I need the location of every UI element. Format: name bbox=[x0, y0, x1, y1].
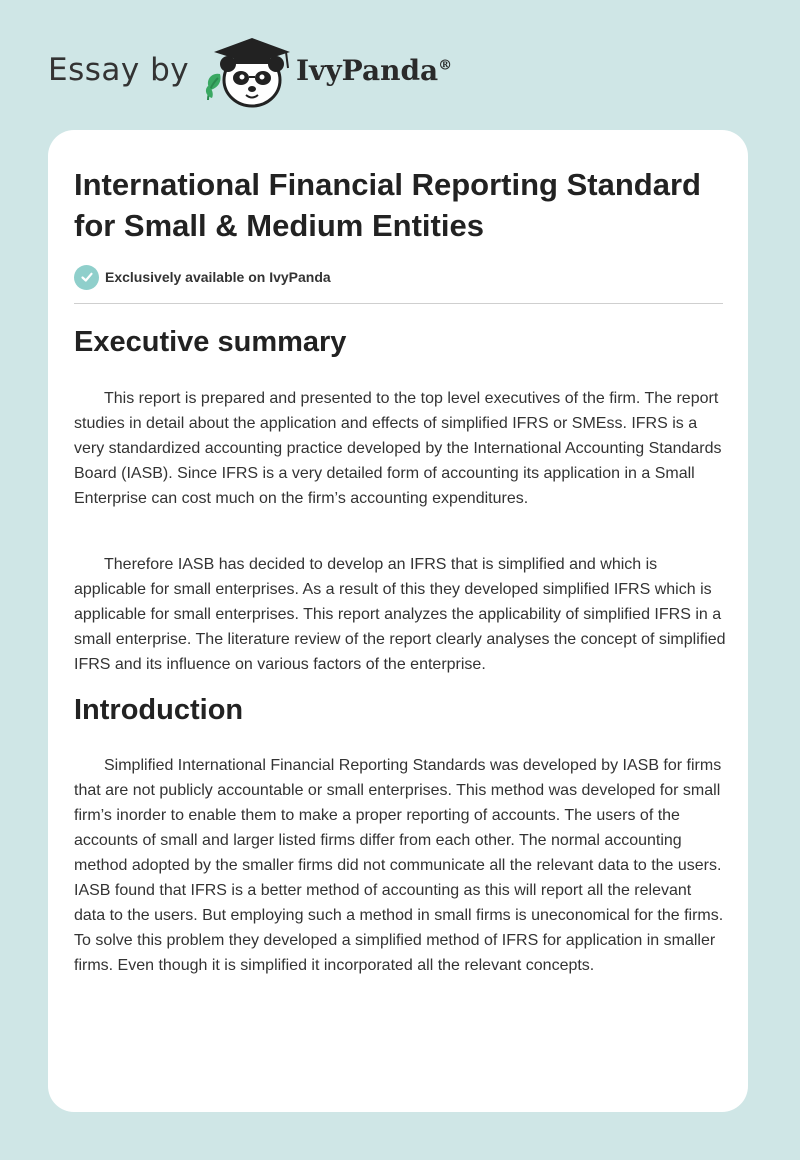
essay-by-label: Essay by bbox=[48, 52, 190, 88]
paragraph: Therefore IASB has decided to develop an IFRS that is simplified and which is applicable for small enterprises. As a result of this they developed simplified IFRS which is applicable for small enterprises. This report analyzes the applicability of simplified IFRS in a small enterprise. The literature review of the report clearly analyses the concept of simplified IFRS and its influence on various factors of the enterprise. bbox=[74, 556, 726, 673]
badge-text: Exclusively available on IvyPanda bbox=[105, 269, 331, 285]
brand-name[interactable]: IvyPanda® bbox=[296, 54, 453, 87]
section-heading-executive-summary: Executive summary bbox=[74, 326, 347, 358]
exclusive-badge bbox=[74, 264, 331, 290]
check-icon bbox=[74, 265, 99, 290]
panda-logo-icon[interactable] bbox=[202, 34, 294, 110]
paragraph: Simplified International Financial Reporting Standards was developed by IASB for firms that are not publicly accountable or small enterprises. This method was developed for small firm’s inorder to enable them to make a proper reporting of accounts. The users of the accounts of small and larger listed firms differ from each other. The normal accounting method adopted by the smaller firms did not communicate all the relevant data to the users. IASB found that IFRS is a better method of accounting as this will report all the relevant data to the users. But employing such a method in small firms is uneconomical for the firms. To solve this problem they developed a simplified method of IFRS for application in smaller firms. Even though it is simplified it incorporated all the relevant concepts. bbox=[74, 757, 724, 974]
site-header bbox=[48, 34, 748, 114]
divider bbox=[74, 303, 723, 304]
paragraph: This report is prepared and presented to the top level executives of the firm. The report studies in detail about the application and effects of simplified IFRS or SMEss. IFRS is a very standardized accounting practice developed by the International Accounting Standards Board (IASB). Since IFRS is a very detailed form of accounting its application in a Small Enterprise can cost much on the firm’s accounting expenditures. bbox=[74, 390, 722, 507]
page-title: International Financial Reporting Standard for Small & Medium Entities bbox=[74, 167, 701, 243]
section-heading-introduction: Introduction bbox=[74, 694, 244, 726]
essay-card bbox=[48, 130, 748, 1112]
